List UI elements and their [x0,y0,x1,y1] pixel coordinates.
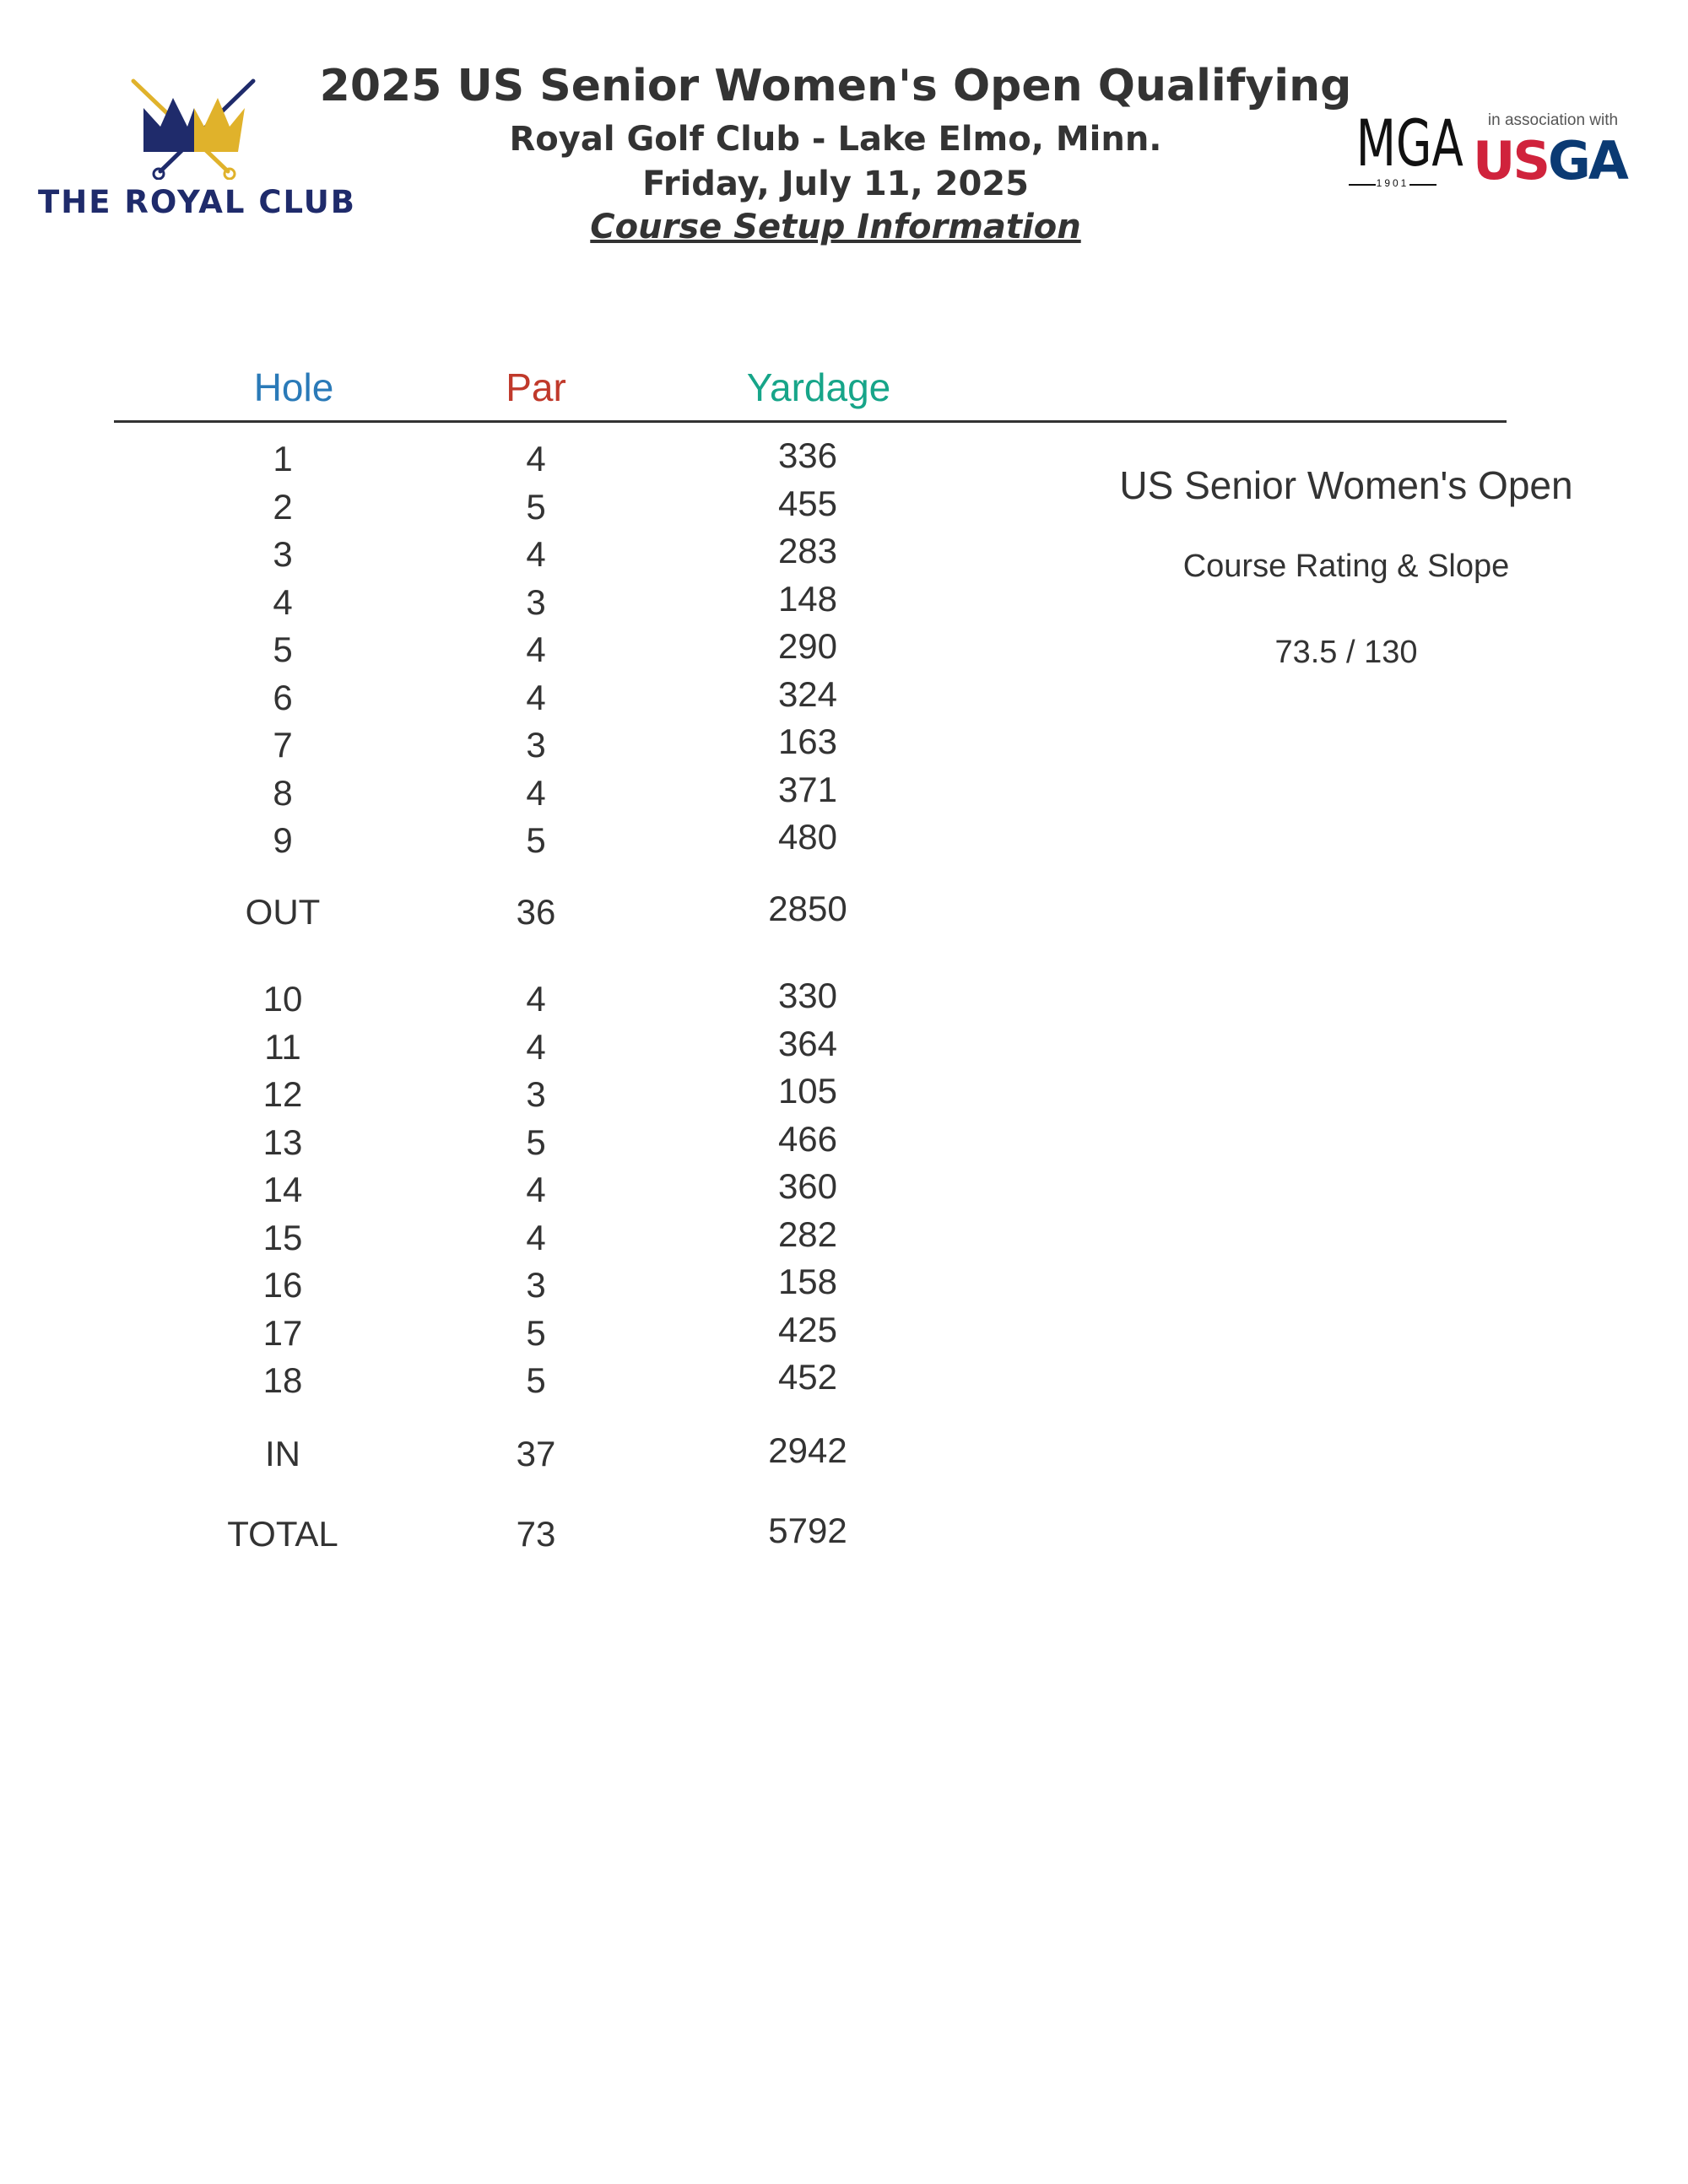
par-cell: 3 [526,1265,546,1305]
yardage-cell: 452 [777,1357,838,1397]
yardage-column-header: Yardage [746,365,891,409]
par-cell: 4 [526,1026,546,1067]
hole-cell: 8 [273,772,293,813]
par-cell: 36 [516,892,556,932]
hole-column-header: Hole [253,365,334,409]
setup-label: Course Setup Information [590,208,1081,246]
par-cell: 3 [526,581,546,622]
hole-cell: TOTAL [227,1514,338,1554]
yardage-cell: 283 [777,531,838,570]
par-cell: 73 [516,1514,556,1554]
mga-logo [1342,105,1463,194]
hole-cell: 11 [264,1026,301,1067]
venue-subtitle: Royal Golf Club - Lake Elmo, Minn. [509,120,1162,159]
yardage-cell: 290 [777,626,838,666]
yardage-cell: 5792 [768,1511,847,1550]
hole-cell: OUT [245,892,321,932]
par-cell: 4 [526,1170,546,1209]
yardage-cell: 425 [777,1309,838,1349]
yardage-cell: 148 [777,578,838,619]
hole-cell: 5 [273,630,293,669]
yardage-cell: 466 [777,1118,838,1159]
yardage-cell: 455 [777,483,838,523]
hole-cell: 4 [273,581,293,622]
par-cell: 5 [526,486,546,527]
par-cell: 4 [526,772,546,813]
yardage-cell: 480 [777,817,838,857]
hole-cell: 3 [273,534,293,574]
yardage-cell: 2850 [768,889,847,928]
par-cell: 5 [526,1122,546,1162]
hole-cell: 18 [262,1360,303,1400]
hole-cell: 17 [262,1312,303,1353]
yardage-cell: 163 [777,722,838,761]
usga-logo [1473,111,1633,192]
rating-value: 73.5 / 130 [1274,635,1418,670]
rating-title: US Senior Women's Open [1119,463,1573,507]
usga-association-text: in association with [1487,111,1619,129]
par-cell: 37 [516,1434,556,1473]
par-cell: 4 [526,979,546,1019]
rating-subtitle: Course Rating & Slope [1182,549,1510,584]
par-cell: 4 [526,534,546,574]
hole-cell: 10 [262,979,303,1019]
hole-cell: 14 [262,1170,303,1209]
hole-cell: 16 [262,1265,303,1305]
hole-cell: 2 [273,486,293,527]
yardage-cell: 158 [777,1262,838,1301]
usga-ga: GA [1548,130,1626,192]
hole-cell: 9 [273,820,293,860]
par-cell: 5 [526,820,546,860]
yardage-cell: 371 [777,769,838,809]
par-cell: 4 [526,1217,546,1257]
yardage-cell: 364 [777,1023,838,1063]
par-cell: 3 [526,1074,546,1114]
mga-year: 1901 [1376,177,1409,189]
yardage-cell: 2942 [768,1430,847,1470]
yardage-cell: 336 [777,435,838,475]
royal-club-wordmark: THE ROYAL CLUB [38,184,356,220]
event-date: Friday, July 11, 2025 [642,165,1029,203]
par-cell: 4 [526,630,546,669]
par-cell: 4 [526,677,546,717]
par-cell: 5 [526,1360,546,1400]
par-column-header: Par [506,365,566,409]
mga-rule-right [1409,184,1436,186]
yardage-cell: 105 [777,1071,838,1111]
mga-wordmark: MGA [1355,105,1463,181]
par-cell: 3 [526,725,546,765]
yardage-cell: 324 [777,673,838,714]
header-divider [114,420,1507,423]
hole-cell: 6 [273,677,293,717]
hole-cell: 1 [273,439,293,478]
hole-cell: 13 [262,1122,303,1162]
par-cell: 5 [526,1312,546,1353]
par-cell: 4 [526,439,546,478]
yardage-cell: 360 [777,1166,838,1206]
hole-cell: 12 [262,1074,303,1114]
hole-cell: IN [265,1434,300,1473]
page-title: 2025 US Senior Women's Open Qualifying [319,61,1352,111]
usga-wordmark [1473,132,1625,191]
usga-us: US [1473,130,1548,192]
yardage-cell: 330 [777,976,838,1015]
yardage-cell: 282 [777,1214,838,1254]
hole-cell: 7 [273,725,293,765]
hole-cell: 15 [262,1217,303,1257]
